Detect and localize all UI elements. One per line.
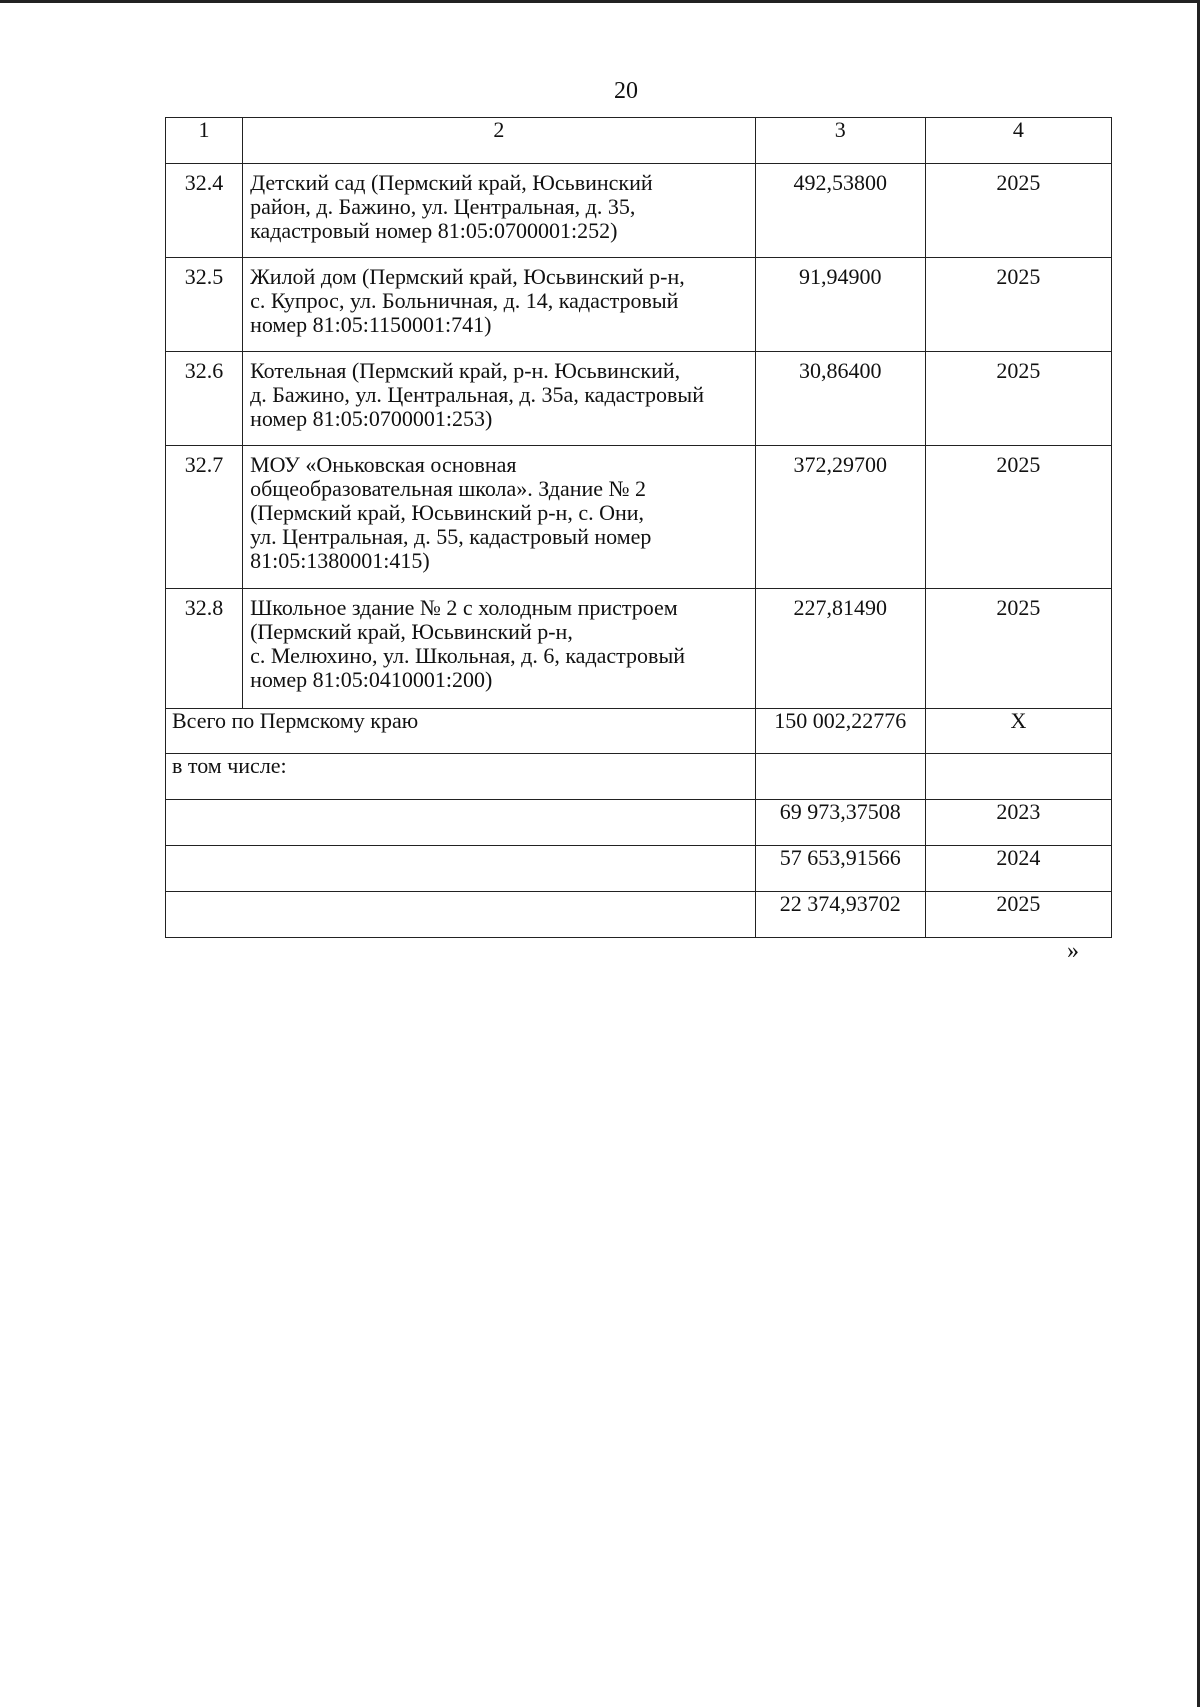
total-year: X xyxy=(925,709,1111,754)
table-row xyxy=(166,352,1112,446)
object-year: 2025 xyxy=(925,589,1111,709)
object-value: 30,86400 xyxy=(755,352,925,446)
object-description: Школьное здание № 2 с холодным пристроем (Пермский край, Юсьвинский р-н, с. Мелюхино, ул. Школьная, д. 6, кадастровый номер 81:05:0410001:200) xyxy=(243,589,756,709)
object-value: 227,81490 xyxy=(755,589,925,709)
breakdown-row xyxy=(166,800,1112,846)
table-row xyxy=(166,164,1112,258)
total-row xyxy=(166,709,1112,754)
column-header-3: 3 xyxy=(755,118,925,164)
object-year: 2025 xyxy=(925,352,1111,446)
page-border-top xyxy=(0,0,1200,3)
total-value: 150 002,22776 xyxy=(755,709,925,754)
table-row xyxy=(166,258,1112,352)
including-row xyxy=(166,754,1112,800)
closing-quote-mark: » xyxy=(1067,938,1079,964)
object-value: 372,29700 xyxy=(755,446,925,589)
breakdown-row xyxy=(166,892,1112,938)
row-number: 32.7 xyxy=(166,446,243,589)
table-row xyxy=(166,589,1112,709)
breakdown-value: 57 653,91566 xyxy=(755,846,925,892)
column-header-1: 1 xyxy=(166,118,243,164)
breakdown-year: 2023 xyxy=(925,800,1111,846)
object-description: Жилой дом (Пермский край, Юсьвинский р-н, с. Купрос, ул. Больничная, д. 14, кадастровый номер 81:05:1150001:741) xyxy=(243,258,756,352)
page-number: 20 xyxy=(614,78,638,104)
breakdown-value: 69 973,37508 xyxy=(755,800,925,846)
column-header-2: 2 xyxy=(243,118,756,164)
object-description: Котельная (Пермский край, р-н. Юсьвинский, д. Бажино, ул. Центральная, д. 35а, кадастровый номер 81:05:0700001:253) xyxy=(243,352,756,446)
row-number: 32.4 xyxy=(166,164,243,258)
breakdown-row xyxy=(166,846,1112,892)
table-row xyxy=(166,446,1112,589)
row-number: 32.6 xyxy=(166,352,243,446)
including-value-empty xyxy=(755,754,925,800)
breakdown-year: 2024 xyxy=(925,846,1111,892)
row-number: 32.5 xyxy=(166,258,243,352)
object-description: МОУ «Оньковская основная общеобразовательная школа». Здание № 2 (Пермский край, Юсьвинский р-н, с. Они, ул. Центральная, д. 55, кадастровый номер 81:05:1380001:415) xyxy=(243,446,756,589)
object-description: Детский сад (Пермский край, Юсьвинский район, д. Бажино, ул. Центральная, д. 35, кадастровый номер 81:05:0700001:252) xyxy=(243,164,756,258)
row-number: 32.8 xyxy=(166,589,243,709)
breakdown-label-empty xyxy=(166,892,756,938)
breakdown-label-empty xyxy=(166,800,756,846)
including-year-empty xyxy=(925,754,1111,800)
object-year: 2025 xyxy=(925,446,1111,589)
object-value: 91,94900 xyxy=(755,258,925,352)
breakdown-label-empty xyxy=(166,846,756,892)
object-year: 2025 xyxy=(925,164,1111,258)
breakdown-value: 22 374,93702 xyxy=(755,892,925,938)
table-header-row xyxy=(166,118,1112,164)
objects-table xyxy=(165,117,1112,938)
total-label: Всего по Пермскому краю xyxy=(166,709,756,754)
object-value: 492,53800 xyxy=(755,164,925,258)
breakdown-year: 2025 xyxy=(925,892,1111,938)
object-year: 2025 xyxy=(925,258,1111,352)
including-label: в том числе: xyxy=(166,754,756,800)
column-header-4: 4 xyxy=(925,118,1111,164)
